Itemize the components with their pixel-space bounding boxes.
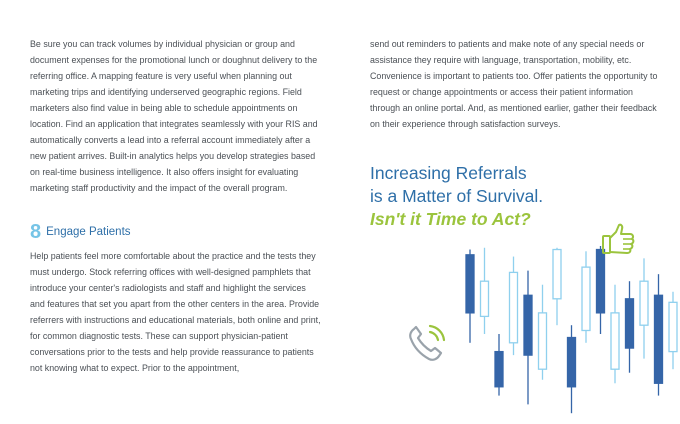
candle-body bbox=[568, 338, 576, 387]
phone-icon bbox=[410, 326, 444, 360]
candle-body bbox=[597, 250, 605, 313]
callout-heading bbox=[370, 162, 670, 231]
candle-body bbox=[553, 250, 561, 299]
callout-line-1: Increasing Referrals bbox=[370, 163, 527, 183]
candle-body bbox=[495, 352, 503, 387]
candle-body bbox=[611, 313, 619, 369]
thumbs-up-icon bbox=[603, 225, 633, 253]
intro-paragraph: Be sure you can track volumes by individual physician or group and document expenses for the promotional lunch or doughnut delivery to the referring office. A mapping feature is very useful when planning out marketing trips and identifying underserved geographic regions. Field marketers also find value in being able to schedule appointments on location. Find an application that integrates seamlessly with your RIS and automatically converts a lead into a referral account immediately after a new patient arrives. Built-in analytics helps you develop strategies based on real-time business intelligence. It also offers insight for evaluating marketing staff productivity and the impact of the overall program. bbox=[30, 39, 318, 193]
candle-body bbox=[640, 281, 648, 325]
callout-line-3: Isn't it Time to Act? bbox=[370, 209, 531, 229]
section-heading bbox=[30, 223, 322, 241]
candle-body bbox=[466, 255, 474, 313]
candlestick-group bbox=[466, 246, 677, 413]
candle-body bbox=[582, 267, 590, 330]
candle-body bbox=[481, 281, 489, 316]
candle-body bbox=[539, 313, 547, 369]
callout-line-2: is a Matter of Survival. bbox=[370, 186, 544, 206]
candle-body bbox=[524, 295, 532, 355]
right-paragraph: send out reminders to patients and make note of any special needs or assistance they require with language, transportation, mobility, etc. Convenience is important to patients too. Offer patients the opportunity to request or change appointments or access their patient information through an online portal. And, as mentioned earlier, gather their feedback on their experience through satisfaction surveys. bbox=[370, 39, 658, 129]
candle-body bbox=[669, 302, 677, 351]
left-column bbox=[30, 36, 322, 376]
section-title: Engage Patients bbox=[46, 226, 131, 238]
candle-body bbox=[510, 272, 518, 342]
referrals-illustration bbox=[400, 222, 680, 424]
right-column bbox=[370, 36, 660, 132]
candle-body bbox=[626, 299, 634, 348]
section-number: 8 bbox=[30, 221, 42, 243]
section-paragraph: Help patients feel more comfortable about the practice and the tests they must undergo. Stock referring offices with well-designed pamphlets that introduce your center's radiologists and staff and highlight the services and features that set you apart from the other centers in the area. Provide referrers with instructions and educational materials, both online and print, for common diagnostic tests. These can support physician-patient conversations prior to the tests and help provide reassurance to patients not knowing what to expect. Prior to the appointment, bbox=[30, 251, 321, 373]
candle-body bbox=[655, 295, 663, 383]
